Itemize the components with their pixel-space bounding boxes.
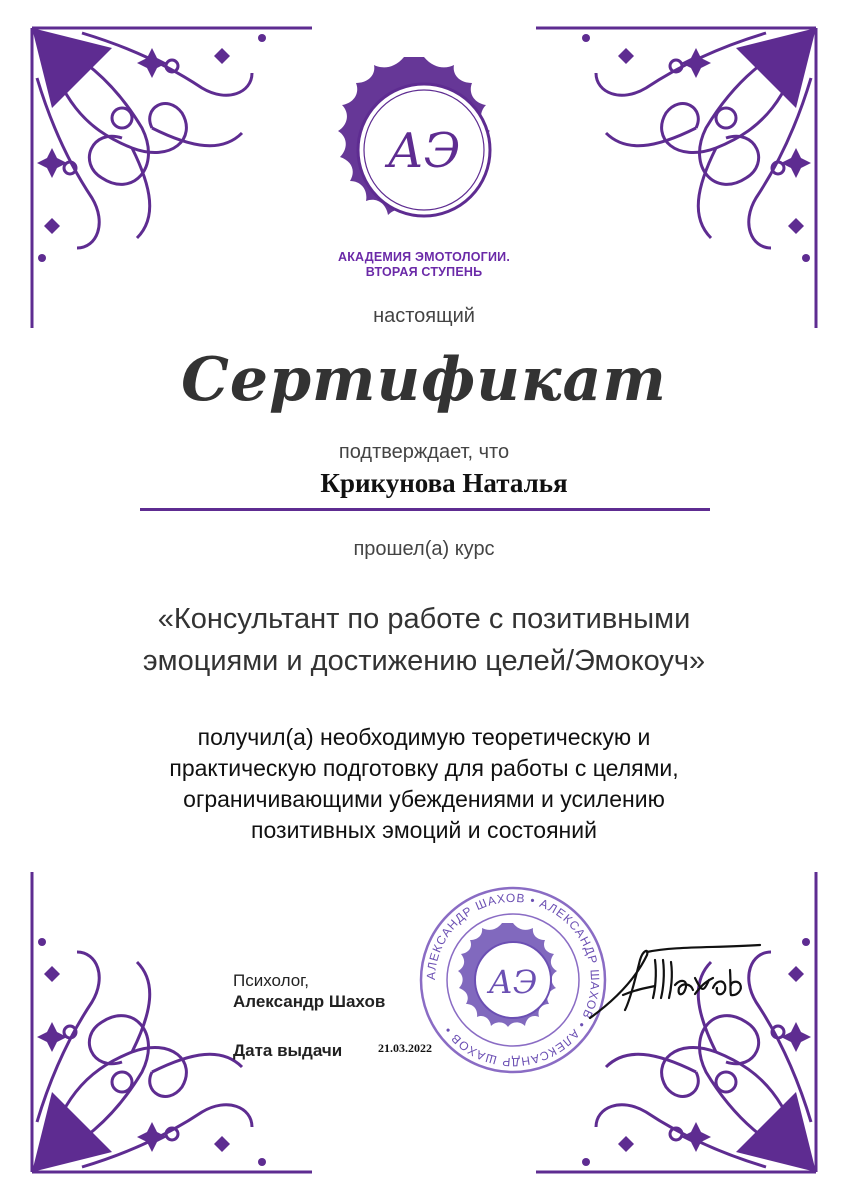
corner-ornament-bottom-left bbox=[22, 862, 322, 1182]
issue-date-label: Дата выдачи bbox=[233, 1041, 343, 1060]
academy-monogram: АЭ bbox=[387, 123, 461, 179]
seal-stamp bbox=[418, 885, 608, 1075]
passed-text: прошел(а) курс bbox=[353, 538, 495, 560]
signatory-name: Александр Шахов bbox=[233, 992, 386, 1011]
stamp-ring-text: АЛЕКСАНДР ШАХОВ • АЛЕКСАНДР ШАХОВ • АЛЕКСАНДР ШАХОВ • bbox=[423, 890, 603, 1070]
academy-name-line2: ВТОРАЯ СТУПЕНЬ bbox=[365, 265, 483, 279]
corner-ornament-top-right bbox=[526, 18, 826, 338]
course-description bbox=[0, 722, 848, 846]
course-title-line2: эмоциями и достижению целей/Эмокоуч» bbox=[142, 645, 706, 677]
course-title-line1: «Консультант по работе с позитивными bbox=[157, 603, 691, 635]
present-text: настоящий bbox=[373, 305, 475, 327]
stamp-monogram: АЭ bbox=[488, 963, 538, 1001]
issue-date-value: 21.03.2022 bbox=[378, 1041, 432, 1055]
description-line2: практическую подготовку для работы с целями, bbox=[169, 755, 679, 781]
description-line1: получил(а) необходимую теоретическую и bbox=[197, 724, 651, 750]
signatory-role: Психолог, bbox=[233, 971, 310, 990]
description-line3: ограничивающими убеждениями и усилению bbox=[183, 786, 665, 812]
description-line4: позитивных эмоций и состояний bbox=[251, 817, 597, 843]
name-underline bbox=[140, 508, 710, 511]
handwritten-signature bbox=[585, 940, 765, 1025]
academy-name-line1: АКАДЕМИЯ ЭМОТОЛОГИИ. bbox=[337, 250, 511, 264]
recipient-name: Крикунова Наталья bbox=[320, 468, 568, 498]
academy-logo bbox=[329, 55, 519, 245]
certificate-title: Сертификат bbox=[181, 345, 667, 415]
signatory-block bbox=[233, 970, 385, 1012]
course-title bbox=[0, 598, 848, 682]
corner-ornament-top-left bbox=[22, 18, 322, 338]
confirm-text: подтверждает, что bbox=[338, 441, 510, 463]
